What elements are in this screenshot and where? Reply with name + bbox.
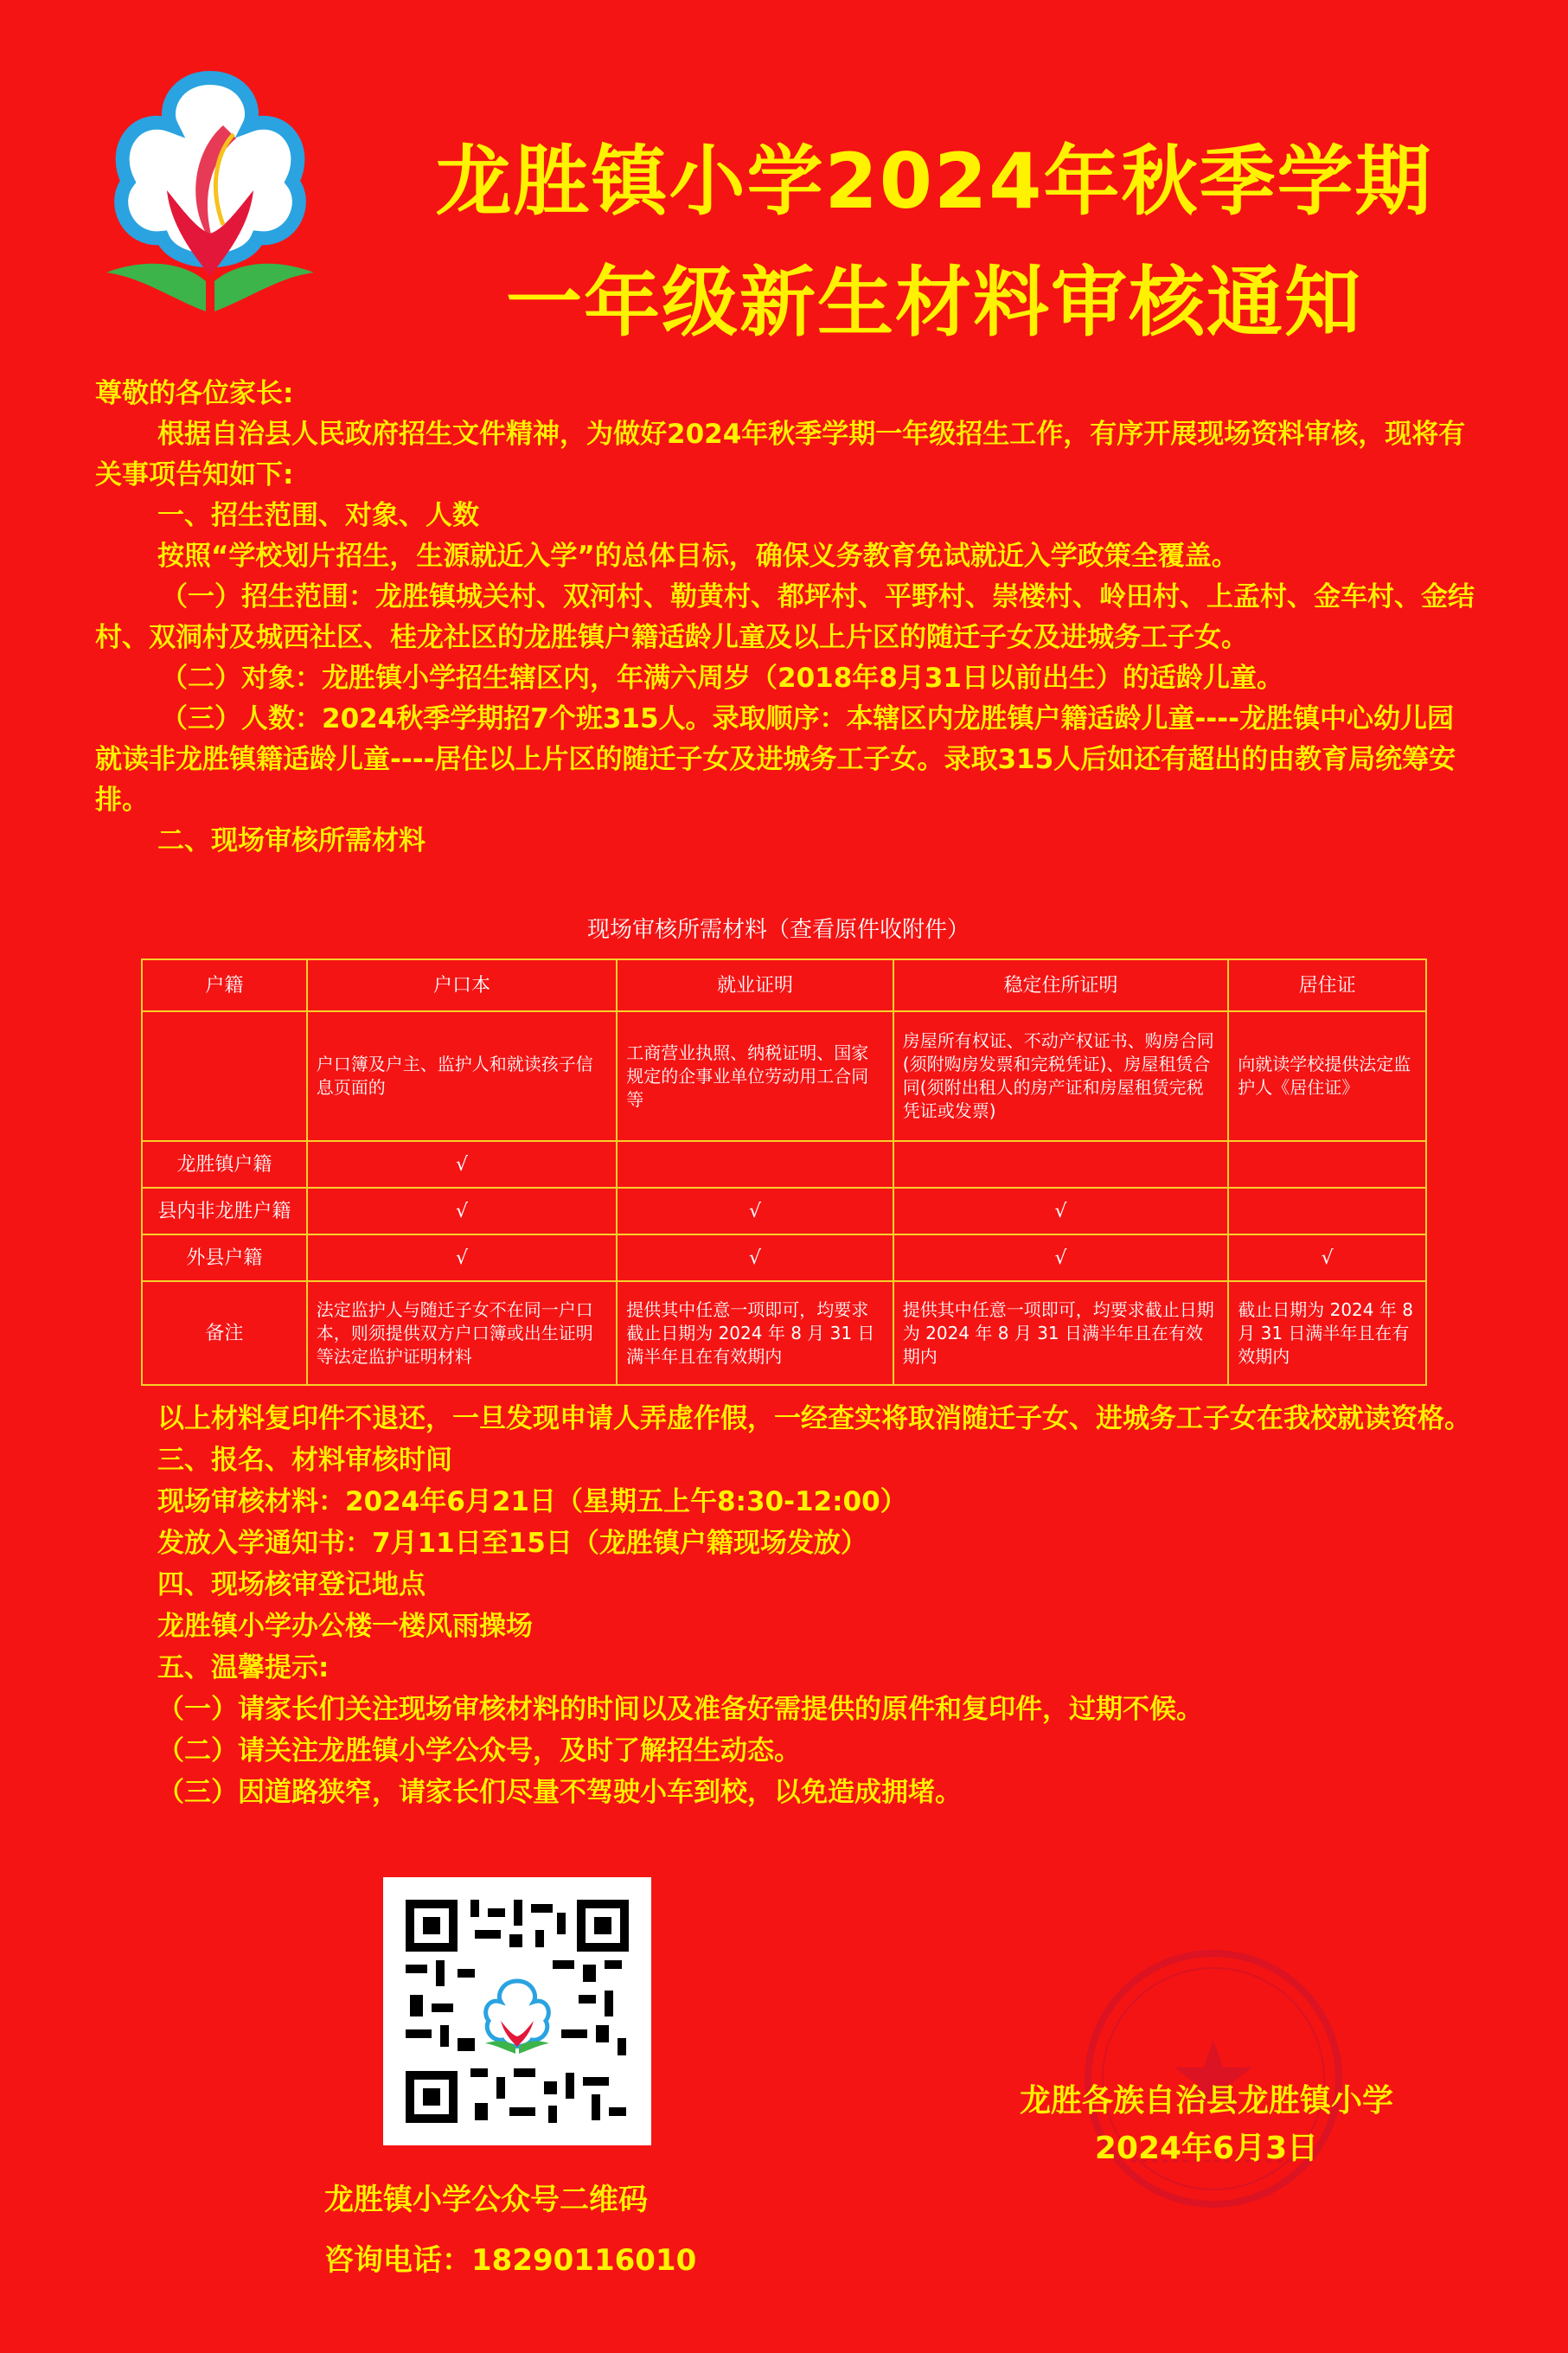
table-cell: 县内非龙胜户籍 (142, 1188, 307, 1234)
target-paragraph: （二）对象：龙胜镇小学招生辖区内，年满六周岁（2018年8月31日以前出生）的适龄儿童。 (161, 663, 1283, 694)
table-caption: 现场审核所需材料（查看原件收附件） (586, 917, 970, 943)
table-header-cell: 就业证明 (617, 959, 893, 1011)
table-header-cell: 居住证 (1228, 959, 1426, 1011)
table-cell: √ (893, 1188, 1228, 1234)
table-cell (1228, 1141, 1426, 1188)
table-cell: √ (307, 1188, 617, 1234)
review-place: 龙胜镇小学办公楼一楼风雨操场 (157, 1611, 533, 1642)
qr-code-icon[interactable] (383, 1877, 651, 2145)
section-heading-5: 五、温馨提示: (157, 1652, 330, 1683)
table-cell: √ (617, 1188, 893, 1234)
table-header-cell: 户口本 (307, 959, 617, 1011)
table-cell: 截止日期为 2024 年 8 月 31 日满半年且在有效期内 (1228, 1281, 1426, 1385)
tip-2: （二）请关注龙胜镇小学公众号，及时了解招生动态。 (157, 1735, 801, 1766)
table-cell: 提供其中任意一项即可，均要求截止日期为 2024 年 8 月 31 日满半年且在有效期内 (893, 1281, 1228, 1385)
notice-details (95, 1398, 1479, 1813)
table-header-cell: 户籍 (142, 959, 307, 1011)
notice-title-line2: 一年级新生材料审核通知 (505, 258, 1362, 347)
table-cell: √ (893, 1234, 1228, 1281)
table-cell (1228, 1188, 1426, 1234)
greeting: 尊敬的各位家长: (95, 378, 294, 409)
review-time: 现场审核材料：2024年6月21日（星期五上午8:30-12:00） (157, 1486, 907, 1517)
table-cell: √ (307, 1234, 617, 1281)
table-row (142, 1281, 1426, 1385)
notice-title-line1: 龙胜镇小学2024年秋季学期 (435, 137, 1433, 226)
warning-paragraph: 以上材料复印件不退还，一旦发现申请人弄虚作假，一经查实将取消随迁子女、进城务工子女在我校就读资格。 (157, 1403, 1471, 1434)
table-header-cell: 稳定住所证明 (893, 959, 1228, 1011)
table-row (142, 1188, 1426, 1234)
table-cell: 龙胜镇户籍 (142, 1141, 307, 1188)
section-heading-1: 一、招生范围、对象、人数 (157, 500, 479, 531)
notice-body (95, 374, 1479, 862)
section-heading-2: 二、现场审核所需材料 (157, 825, 426, 856)
table-cell: 备注 (142, 1281, 307, 1385)
table-cell: 法定监护人与随迁子女不在同一户口本，则须提供双方户口簿或出生证明等法定监护证明材料 (307, 1281, 617, 1385)
table-cell: 工商营业执照、纳税证明、国家规定的企事业单位劳动用工合同等 (617, 1011, 893, 1141)
school-logo-icon (93, 61, 327, 346)
table-cell: 房屋所有权证、不动产权证书、购房合同(须附购房发票和完税凭证)、房屋租赁合同(须附出租人的房产证和房屋租赁完税凭证或发票) (893, 1011, 1228, 1141)
notice-time: 发放入学通知书：7月11日至15日（龙胜镇户籍现场发放） (157, 1528, 867, 1559)
table-cell (142, 1011, 307, 1141)
scope-paragraph: （一）招生范围：龙胜镇城关村、双河村、勒黄村、都坪村、平野村、崇楼村、岭田村、上孟村、金车村、金结村、双洞村及城西社区、桂龙社区的龙胜镇户籍适龄儿童及以上片区的随迁子女及进城务工子女。 (95, 581, 1475, 653)
table-cell: √ (307, 1141, 617, 1188)
intro-paragraph: 根据自治县人民政府招生文件精神，为做好2024年秋季学期一年级招生工作，有序开展现场资料审核，现将有关事项告知如下: (95, 419, 1466, 490)
issuer-name: 龙胜各族自治县龙胜镇小学 (1019, 2083, 1393, 2119)
section-heading-4: 四、现场核审登记地点 (157, 1569, 426, 1600)
table-row (142, 1011, 1426, 1141)
table-cell: √ (1228, 1234, 1426, 1281)
section-heading-3: 三、报名、材料审核时间 (157, 1445, 452, 1476)
table-cell (617, 1141, 893, 1188)
table-cell: 提供其中任意一项即可，均要求截止日期为 2024 年 8 月 31 日满半年且在有效期内 (617, 1281, 893, 1385)
issue-date: 2024年6月3日 (1094, 2131, 1319, 2166)
tip-1: （一）请家长们关注现场审核材料的时间以及准备好需提供的原件和复印件，过期不候。 (157, 1694, 1203, 1725)
qr-code-label: 龙胜镇小学公众号二维码 (324, 2183, 648, 2217)
contact-phone: 咨询电话：18290116010 (324, 2243, 697, 2278)
table-row (142, 1141, 1426, 1188)
table-row (142, 1234, 1426, 1281)
table-header-row (142, 959, 1426, 1011)
table-cell: 向就读学校提供法定监护人《居住证》 (1228, 1011, 1426, 1141)
table-cell (893, 1141, 1228, 1188)
table-cell: 户口簿及户主、监护人和就读孩子信息页面的 (307, 1011, 617, 1141)
table-cell: √ (617, 1234, 893, 1281)
count-paragraph: （三）人数：2024秋季学期招7个班315人。录取顺序：本辖区内龙胜镇户籍适龄儿童----龙胜镇中心幼儿园就读非龙胜镇籍适龄儿童----居住以上片区的随迁子女及进城务工子女。录取315人后如还有超出的由教育局统筹安排。 (95, 703, 1456, 816)
qr-code-pattern (406, 1900, 629, 2123)
tip-3: （三）因道路狭窄，请家长们尽量不驾驶小车到校，以免造成拥堵。 (157, 1777, 962, 1808)
table-cell: 外县户籍 (142, 1234, 307, 1281)
goal-paragraph: 按照“学校划片招生，生源就近入学”的总体目标，确保义务教育免试就近入学政策全覆盖。 (157, 541, 1238, 572)
materials-table (141, 959, 1427, 1386)
